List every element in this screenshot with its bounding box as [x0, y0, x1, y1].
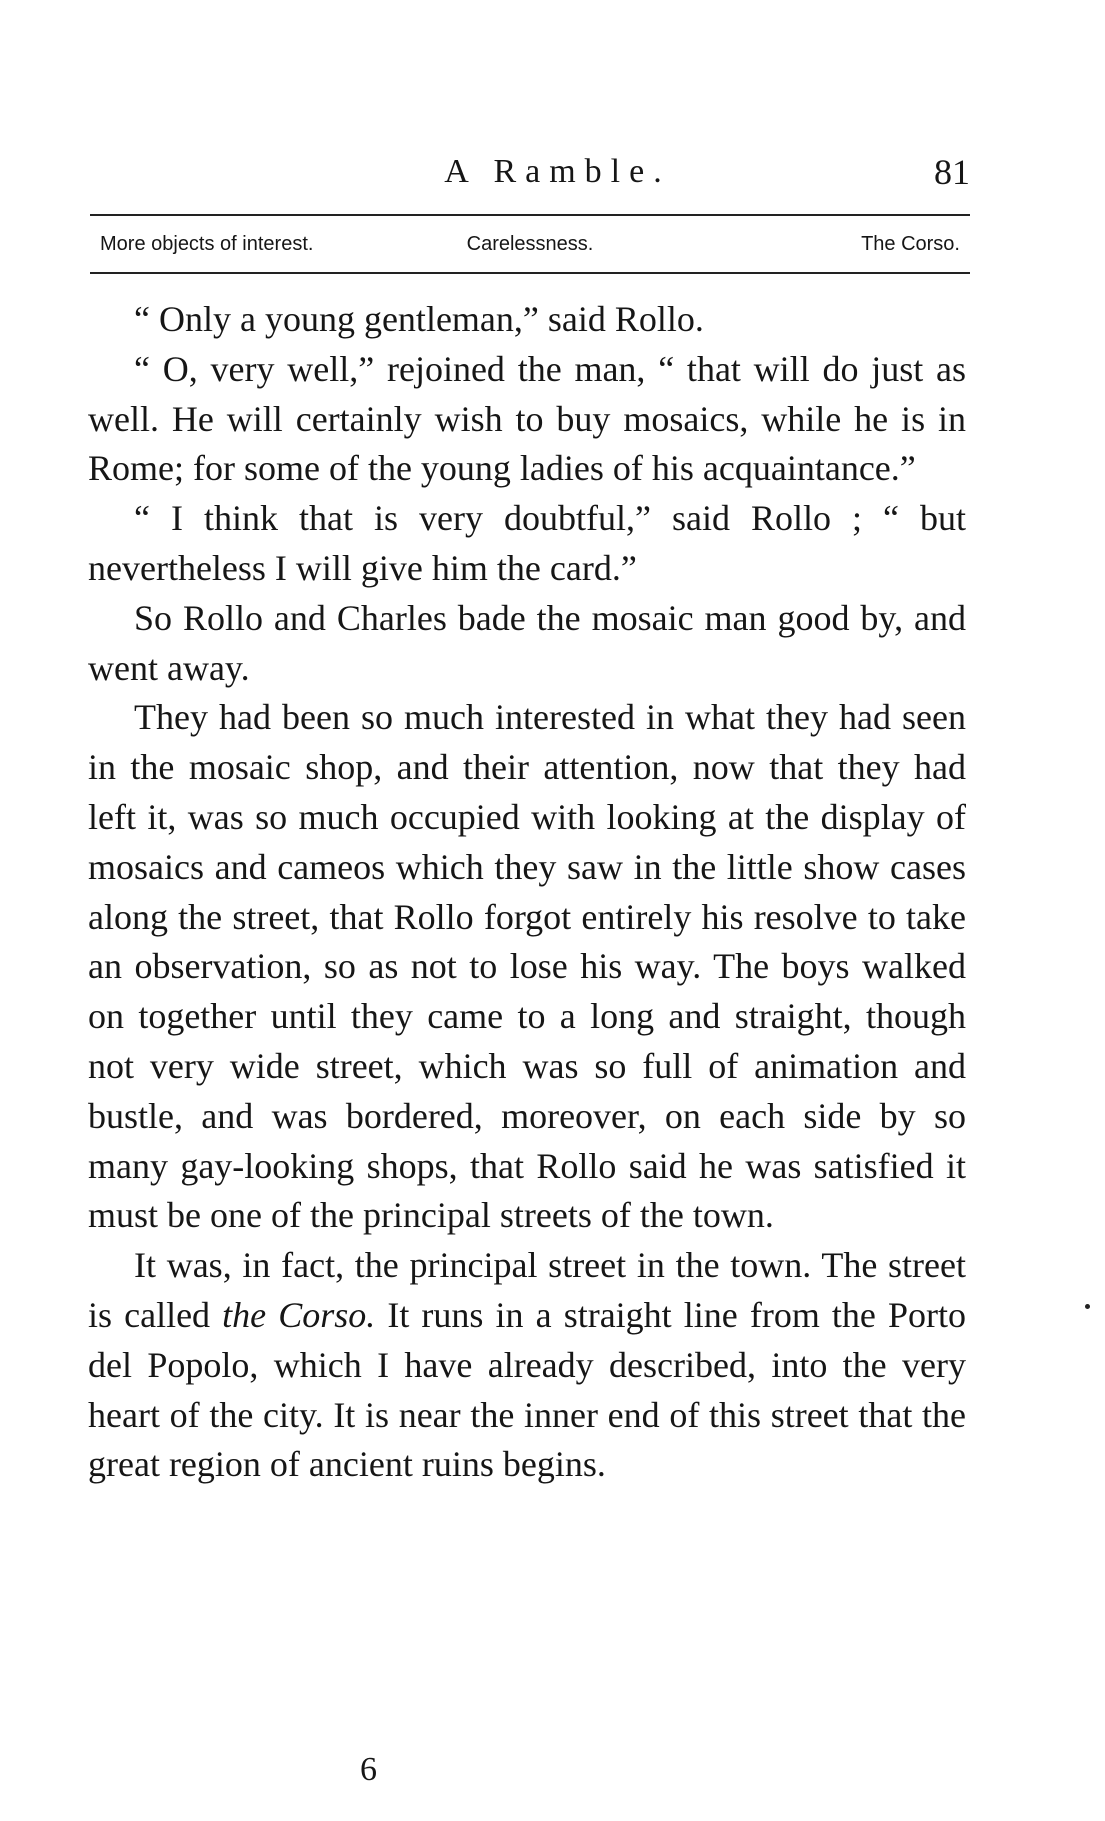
text-run: It runs in a straight line from the Porto del Popolo, which I have already described, into the very heart of the city. It is near the inner end of this street that the great region of ancient ruins begins.: [88, 1294, 966, 1485]
paragraph: “ I think that is very doubtful,” said Rollo ; “ but nevertheless I will give him the card.”: [88, 498, 966, 588]
subhead-left: More objects of interest.: [100, 233, 314, 255]
header-rule-bottom: [90, 272, 970, 274]
paragraph: So Rollo and Charles bade the mosaic man good by, and went away.: [88, 597, 966, 688]
scan-speck: [1085, 1304, 1090, 1309]
signature-mark: 6: [360, 1751, 377, 1788]
body-text: [88, 295, 966, 1490]
subhead-center: Carelessness.: [466, 233, 594, 255]
page-number: 81: [934, 152, 970, 192]
italic-street-name: the Corso.: [222, 1294, 376, 1335]
paragraph: “ Only a young gentleman,” said Rollo.: [134, 299, 704, 339]
paragraph: They had been so much interested in what they had seen in the mosaic shop, and their attention, now that they had left it, was so much occupied with looking at the display of mosaics and cameos which they saw in the little show cases along the street, that Rollo forgot entirely his resolve to take an observation, so as not to lose his way. The boys walked on together until they came to a long and straight, though not very wide street, which was so full of animation and bustle, and was bordered, moreover, on each side by so many gay-looking shops, that Rollo said he was satisfied it must be one of the principal streets of the town.: [88, 697, 966, 1236]
subhead-right: The Corso.: [861, 233, 960, 255]
topic-subheads: [100, 227, 960, 261]
paragraph-final: [88, 1241, 966, 1490]
running-head: [85, 150, 970, 200]
paragraph: “ O, very well,” rejoined the man, “ that will do just as well. He will certainly wish to buy mosaics, while he is in Rome; for some of the young ladies of his acquaintance.”: [88, 348, 966, 489]
header-rule-top: [90, 214, 970, 216]
running-title: A Ramble.: [444, 153, 671, 190]
text-run: It was, in fact, the principal street in the town. The street is called: [88, 1245, 966, 1335]
